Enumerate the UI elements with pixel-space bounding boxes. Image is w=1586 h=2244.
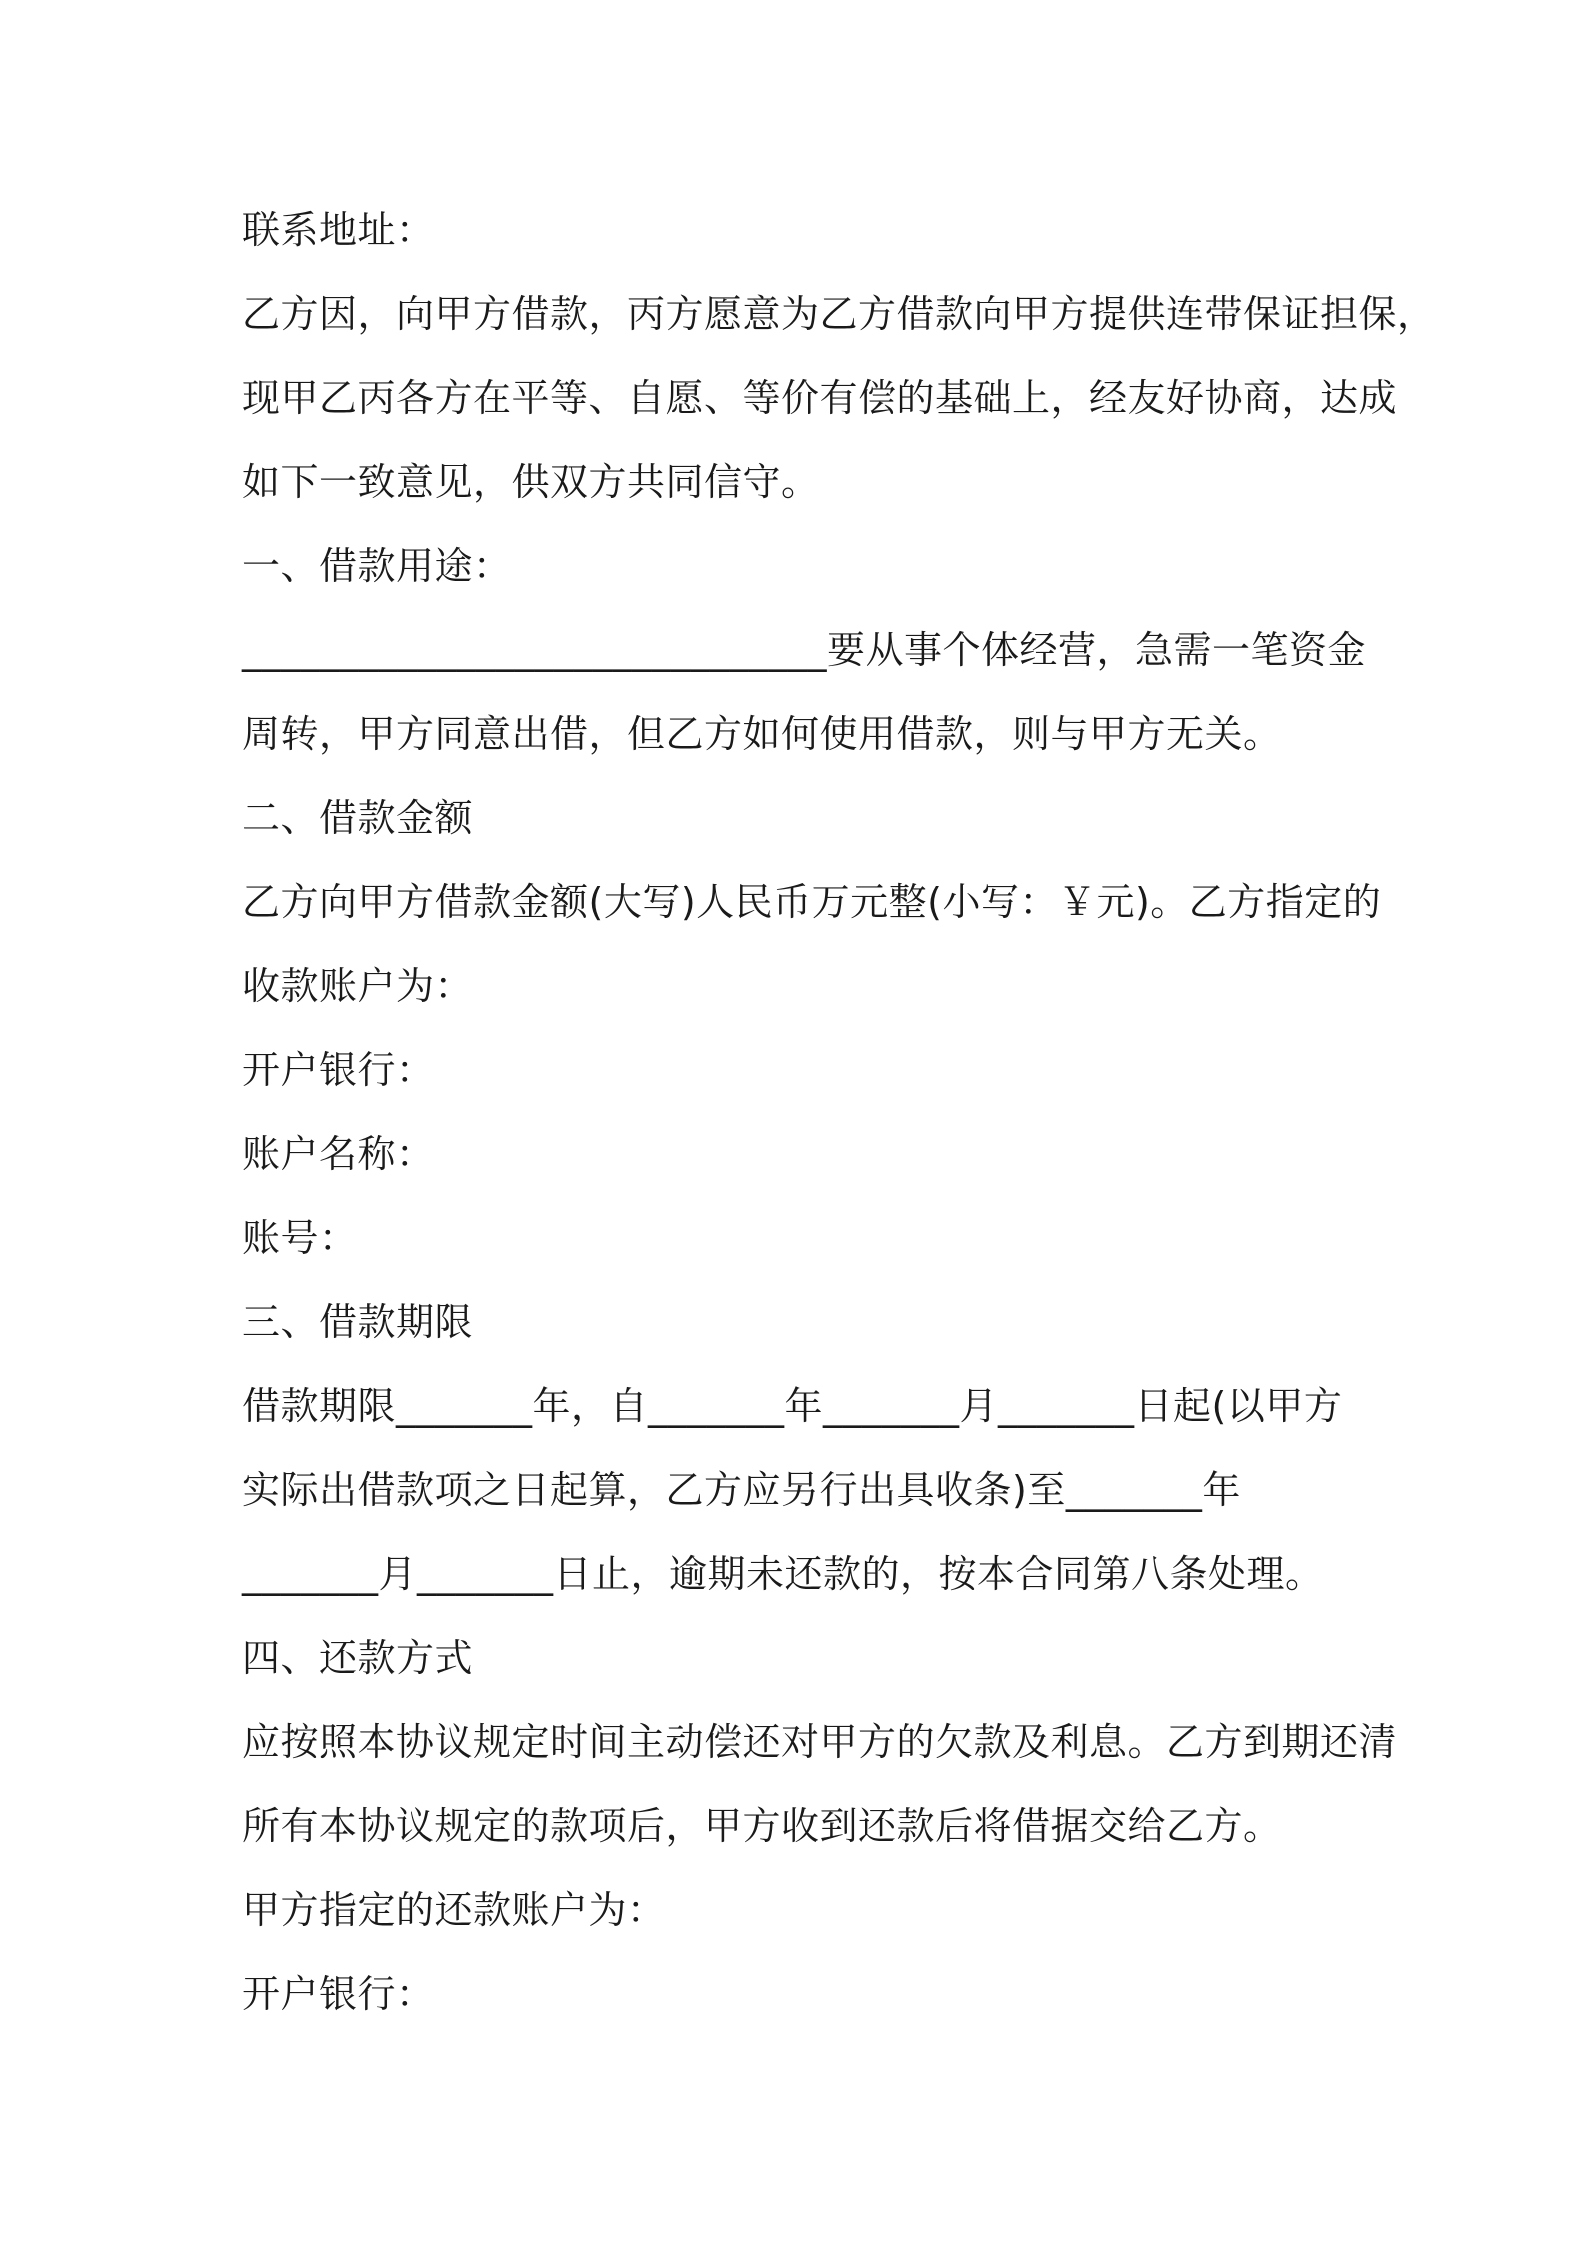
repayment-line-1: 应按照本协议规定时间主动偿还对甲方的欠款及利息。乙方到期还清 bbox=[242, 1720, 1398, 1764]
section-heading-amount: 二、借款金额 bbox=[242, 796, 474, 840]
contact-address-line: 联系地址： bbox=[242, 208, 435, 252]
intro-paragraph-line-1: 乙方因，向甲方借款，丙方愿意为乙方借款向甲方提供连带保证担保， bbox=[242, 292, 1436, 336]
repayment-account-heading: 甲方指定的还款账户为： bbox=[242, 1888, 666, 1932]
intro-paragraph-line-3: 如下一致意见，供双方共同信守。 bbox=[242, 460, 820, 504]
term-line-3: _______月_______日止，逾期未还款的，按本合同第八条处理。 bbox=[242, 1552, 1324, 1596]
section-heading-purpose: 一、借款用途： bbox=[242, 544, 512, 588]
section-heading-repayment: 四、还款方式 bbox=[242, 1636, 474, 1680]
receiving-account-name-line: 账户名称： bbox=[242, 1132, 435, 1176]
amount-line-2: 收款账户为： bbox=[242, 964, 474, 1008]
term-line-2: 实际出借款项之日起算，乙方应另行出具收条)至_______年 bbox=[242, 1468, 1241, 1512]
receiving-account-number-line: 账号： bbox=[242, 1216, 358, 1260]
repayment-bank-line: 开户银行： bbox=[242, 1972, 435, 2016]
purpose-line-1: ______________________________要从事个体经营，急需一笔资金 bbox=[242, 628, 1367, 672]
section-heading-term: 三、借款期限 bbox=[242, 1300, 474, 1344]
term-line-1: 借款期限_______年，自_______年_______月_______日起(以甲方 bbox=[242, 1384, 1343, 1428]
amount-line-1: 乙方向甲方借款金额(大写)人民币万元整(小写：￥元)。乙方指定的 bbox=[242, 880, 1382, 924]
receiving-bank-line: 开户银行： bbox=[242, 1048, 435, 1092]
purpose-line-2: 周转，甲方同意出借，但乙方如何使用借款，则与甲方无关。 bbox=[242, 712, 1282, 756]
intro-paragraph-line-2: 现甲乙丙各方在平等、自愿、等价有偿的基础上，经友好协商，达成 bbox=[242, 376, 1398, 420]
repayment-line-2: 所有本协议规定的款项后，甲方收到还款后将借据交给乙方。 bbox=[242, 1804, 1282, 1848]
